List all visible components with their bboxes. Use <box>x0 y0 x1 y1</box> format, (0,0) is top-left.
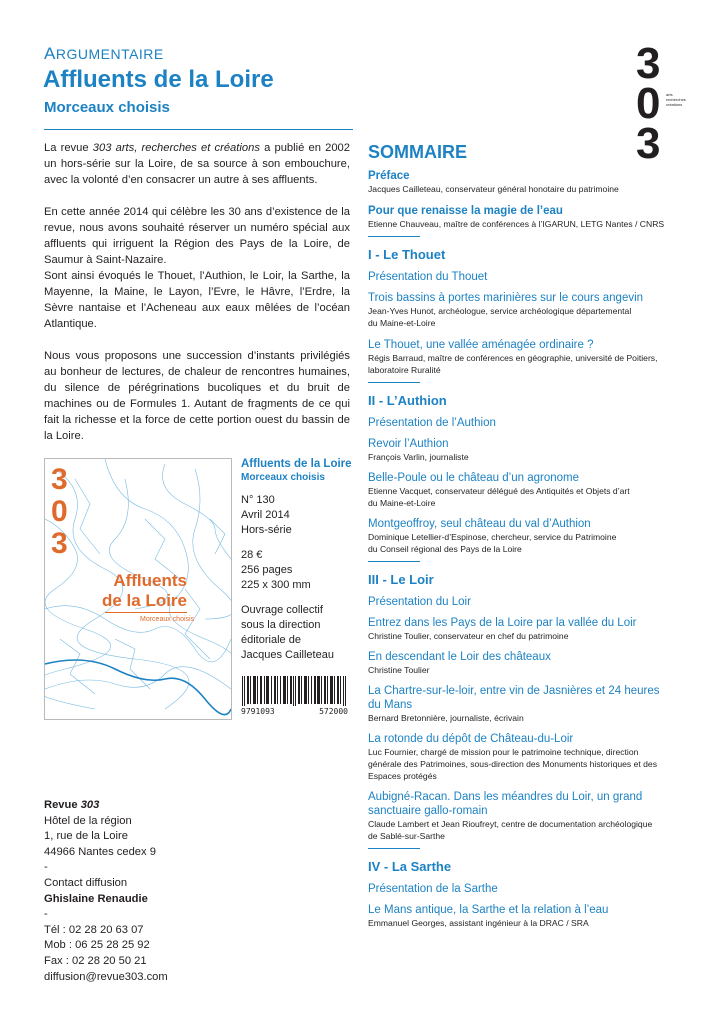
toc-entry <box>368 338 668 376</box>
toc-entry-author: Etienne Chauveau, maître de conférences à l’IGARUN, LETG Nantes / CNRS <box>368 219 665 229</box>
toc-entry <box>368 471 668 509</box>
toc-entry <box>368 169 668 195</box>
toc-entry <box>368 437 668 463</box>
contact-block <box>44 798 244 985</box>
toc-entry-author: François Varlin, journaliste <box>368 452 469 462</box>
book-issue: N° 130 Avril 2014 Hors-série <box>241 494 292 536</box>
toc-entry-title: Revoir l’Authion <box>368 438 449 450</box>
phone-tel: Tél : 02 28 20 63 07 <box>44 923 144 936</box>
toc-entry-title: Aubigné-Racan. Dans les méandres du Loir, un grand <box>368 791 643 803</box>
barcode <box>241 676 348 716</box>
section-separator <box>368 561 420 562</box>
cover-digit: 0 <box>51 495 68 528</box>
toc-entry-author: du Maine-et-Loire <box>368 498 436 508</box>
section-presentation: Présentation de la Sarthe <box>368 883 498 895</box>
intro-paragraph: En cette année 2014 qui célèbre les 30 ans d’existence de la revue, nous avons souhaité réserver un numéro spécial aux affluents qui irriguent la Région des Pays de la Loire, de Saumur à Saint-Nazaire. <box>44 206 350 266</box>
intro-paragraph: Nous vous proposons une succession d’instants privilégiés au bonheur de lectures, de chaleur de rencontres humaines, du silence de pérégrinations bucoliques et du bruit de machines ou de Formules 1. Autant de fragments de ce qui fait la richesse et la force de cette portion ouest du bassin de la Loire. <box>44 350 350 442</box>
intro-paragraph: Sont ainsi évoqués le Thouet, l’Authion, le Loir, la Sarthe, la Mayenne, la Maine, le Layon, l’Evre, le Hâvre, l’Erdre, la Sèvre nantaise et l’Acheneau aux eaux mêlées de l’océan Atlantique. <box>44 270 350 330</box>
toc-entry-author: Emmanuel Georges, assistant ingénieur à la DRAC / SRA <box>368 918 589 928</box>
cover-digit: 3 <box>51 527 68 560</box>
email-link[interactable]: diffusion@revue303.com <box>44 970 168 983</box>
section-title: I - Le Thouet <box>368 247 446 262</box>
toc-entry-author: Bernard Bretonnière, journaliste, écrivain <box>368 713 524 723</box>
logo-digit: 0 <box>636 79 661 128</box>
header-rule <box>44 129 353 130</box>
toc-entry-author: Espaces protégés <box>368 771 437 781</box>
section-presentation: Présentation du Loir <box>368 596 471 608</box>
section-title: IV - La Sarthe <box>368 859 452 874</box>
toc-entry-title: Montgeoffroy, seul château du val d’Authion <box>368 518 591 530</box>
intro-paragraph: La revue 303 arts, recherches et créations a publié en 2002 un hors-série sur la Loire, de sa source à son embouchure, avec la volonté d’en consacrer un autre à ses affluents. <box>44 142 350 186</box>
intro-text <box>44 140 350 460</box>
toc-entry-author: de Sablé-sur-Sarthe <box>368 831 445 841</box>
cover-rule <box>105 612 187 613</box>
diffusion-name: Ghislaine Renaudie <box>44 892 148 905</box>
separator-dash: - <box>44 861 48 874</box>
toc-entry-title: Préface <box>368 170 410 182</box>
toc-entry-title: En descendant le Loir des châteaux <box>368 651 551 663</box>
toc-entry-author: du Maine-et-Loire <box>368 318 436 328</box>
toc-entry-title: Entrez dans les Pays de la Loire par la vallée du Loir <box>368 617 637 629</box>
cover-digit: 3 <box>51 463 68 496</box>
phone-mob: Mob : 06 25 28 25 92 <box>44 939 150 952</box>
toc-entry-title: Trois bassins à portes marinières sur le cours angevin <box>368 292 644 304</box>
book-specs: 28 € 256 pages 225 x 300 mm <box>241 549 311 591</box>
toc-entry <box>368 204 668 230</box>
toc-entry-title: La rotonde du dépôt de Château-du-Loir <box>368 733 574 745</box>
cover-title: Affluents de la Loire <box>101 571 187 610</box>
sommaire-heading: SOMMAIRE <box>368 142 467 162</box>
toc-entry-title: du Mans <box>368 699 413 711</box>
logo-tagline: arts recherches créations <box>666 92 686 107</box>
toc-entry-author: Claude Lambert et Jean Rioufreyt, centre de documentation archéologique <box>368 819 653 829</box>
separator-dash: - <box>44 908 48 921</box>
toc-entry <box>368 517 668 555</box>
book-credit: Ouvrage collectif sous la direction éditoriale de Jacques Cailleteau <box>241 604 334 661</box>
section-separator <box>368 236 420 237</box>
book-info <box>241 457 353 673</box>
toc-entry-title: Pour que renaisse la magie de l’eau <box>368 205 563 217</box>
section-kicker <box>44 44 164 64</box>
toc-entry-title: Belle-Poule ou le château d’un agronome <box>368 472 579 484</box>
barcode-digits: 9791093 572000 <box>241 707 348 716</box>
section-title: III - Le Loir <box>368 572 434 587</box>
address-line: 44966 Nantes cedex 9 <box>44 845 156 858</box>
toc-entry-title: La Chartre-sur-le-loir, entre vin de Jasnières et 24 heures <box>368 685 660 697</box>
toc-entry-author: Etienne Vacquet, conservateur délégué des Antiquités et Objets d’art <box>368 486 630 496</box>
toc-entry <box>368 616 668 642</box>
toc-entry <box>368 684 668 724</box>
toc-entry-author: Christine Toulier, conservateur en chef du patrimoine <box>368 631 569 641</box>
sommaire <box>368 142 668 935</box>
phone-fax: Fax : 02 28 20 50 21 <box>44 954 147 967</box>
toc-entry <box>368 650 668 676</box>
toc-entry-author: Jean-Yves Hunot, archéologue, service archéologique départemental <box>368 306 632 316</box>
toc-entry <box>368 732 668 782</box>
toc-entry-author: Jacques Cailleteau, conservateur général honotaire du patrimoine <box>368 184 619 194</box>
section-presentation: Présentation de l’Authion <box>368 417 496 429</box>
book-cover <box>44 458 232 720</box>
page-subtitle: Morceaux choisis <box>44 99 170 116</box>
toc-entry-author: du Conseil régional des Pays de la Loire <box>368 544 522 554</box>
section-separator <box>368 848 420 849</box>
book-subtitle: Morceaux choisis <box>241 472 325 483</box>
toc-entry-author: laboratoire Ruralité <box>368 365 441 375</box>
toc-entry-author: générale des Patrimoines, sous-direction des Monuments historiques et des <box>368 759 657 769</box>
section-presentation: Présentation du Thouet <box>368 271 488 283</box>
cover-subtitle: Morceaux choisis <box>140 616 195 623</box>
toc-entry <box>368 790 668 842</box>
book-title: Affluents de la Loire <box>241 458 352 470</box>
toc-entry-title: sanctuaire gallo-romain <box>368 805 488 817</box>
toc-entry-author: Christine Toulier <box>368 665 430 675</box>
address-line: Hôtel de la région <box>44 814 132 827</box>
toc-entry-author: Luc Fournier, chargé de mission pour le patrimoine technique, direction <box>368 747 639 757</box>
section-separator <box>368 382 420 383</box>
kicker-initial: A <box>44 44 56 63</box>
revue-name: Revue 303 <box>44 799 100 811</box>
logo-digit: 3 <box>636 119 661 168</box>
address-line: 1, rue de la Loire <box>44 830 128 843</box>
toc-entry-author: Régis Barraud, maître de conférences en géographie, université de Poitiers, <box>368 353 658 363</box>
toc-entry <box>368 903 668 929</box>
logo-digit: 3 <box>636 39 661 88</box>
kicker-rest: RGUMENTAIRE <box>55 46 164 62</box>
toc-entry <box>368 291 668 329</box>
toc-entry-title: Le Thouet, une vallée aménagée ordinaire ? <box>368 339 594 351</box>
page-title: Affluents de la Loire <box>43 66 274 93</box>
barcode-bars <box>241 676 348 706</box>
toc-entry-author: Dominique Letellier-d’Espinose, chercheur, service du Patrimoine <box>368 532 617 542</box>
toc-entry-title: Le Mans antique, la Sarthe et la relation à l’eau <box>368 904 609 916</box>
diffusion-label: Contact diffusion <box>44 876 128 889</box>
section-title: II - L’Authion <box>368 393 447 408</box>
